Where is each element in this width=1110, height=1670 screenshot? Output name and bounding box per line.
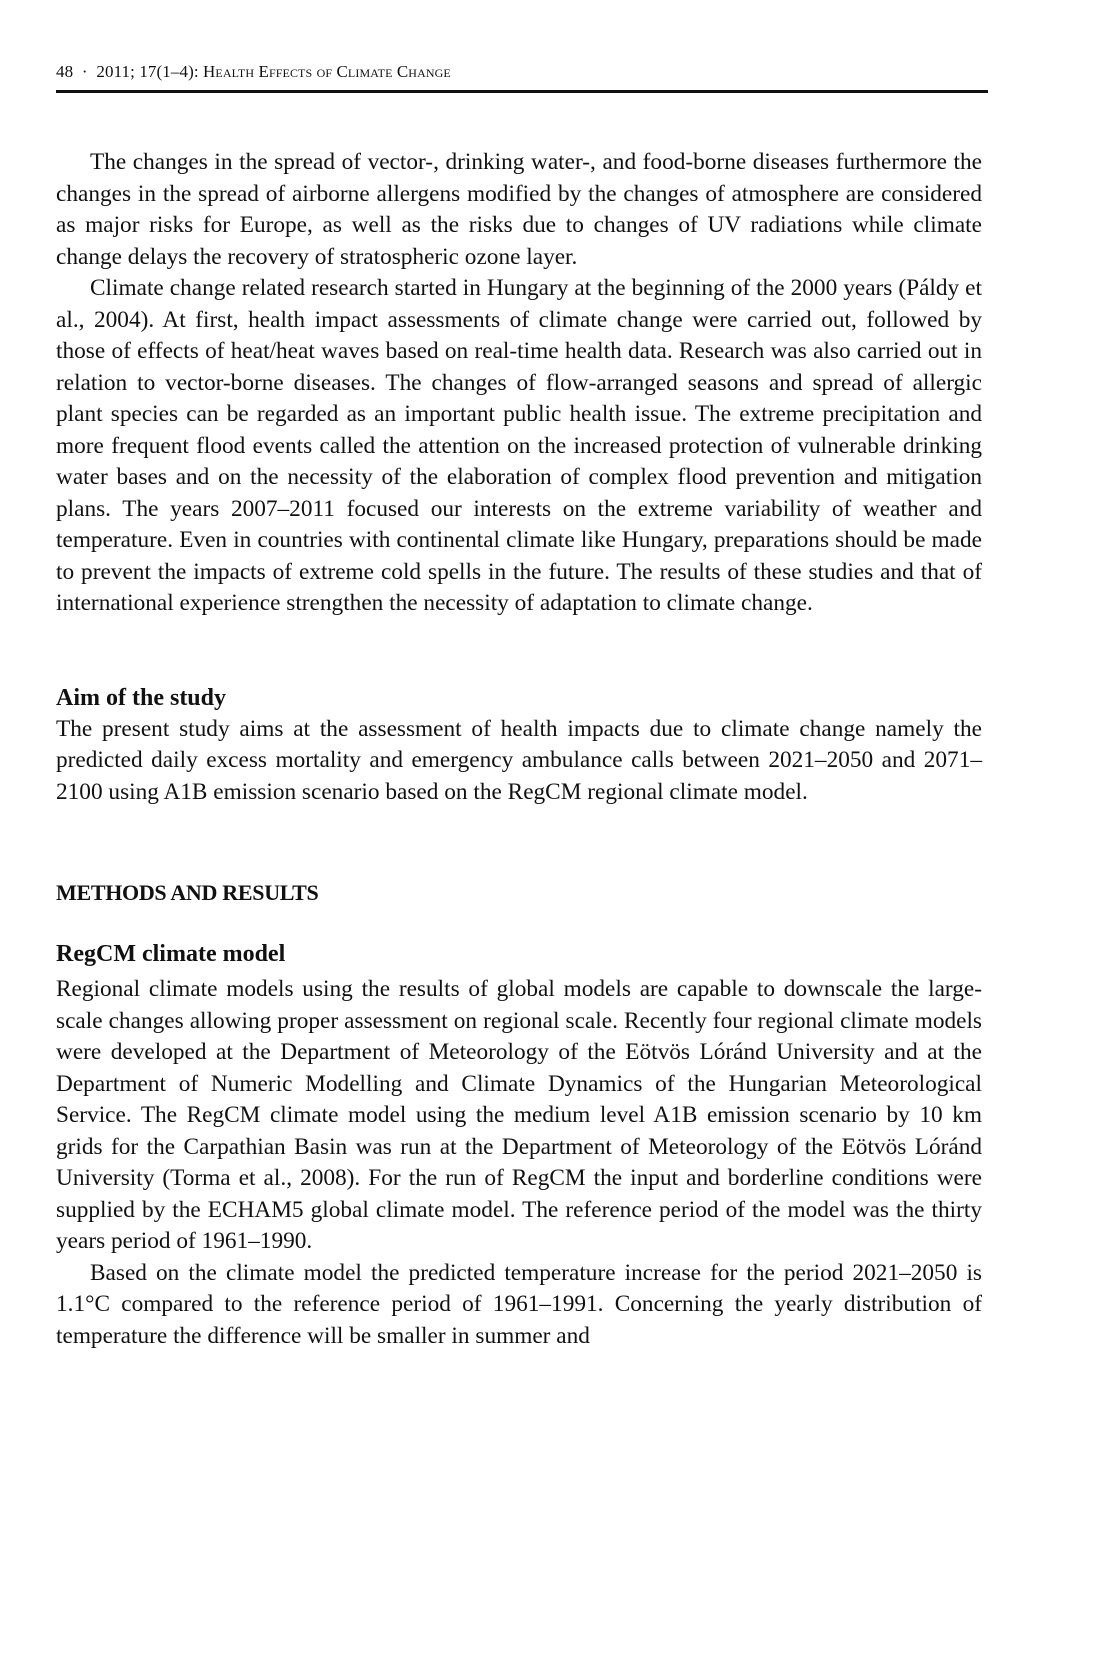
header-separator: · [81, 62, 88, 81]
paragraph-temperature-increase: Based on the climate model the predicted temperature increase for the period 2021–2050 is 1.1°C compared to the reference period of 1961–1991. Concerning the yearly distribution of temperature the difference will be smaller in summer and [56, 1259, 982, 1349]
header-rule [56, 90, 988, 93]
journal-section-title: Health Effects of Climate Change [203, 62, 451, 81]
journal-citation: 2011; 17(1–4): [96, 62, 199, 81]
section-heading-methods: METHODS AND RESULTS [56, 880, 319, 905]
page-number: 48 [56, 62, 74, 81]
paragraph-regcm-description: Regional climate models using the results of global models are capable to downscale the large-scale changes allowing proper assessment on regional scale. Recently four regional climate models were developed at the Department of Meteorology of the Eötvös Lóránd University and at the Department of Numeric Modelling and Climate Dynamics of the Hungarian Meteorological Service. The RegCM climate model using the medium level A1B emission scenario by 10 km grids for the Carpathian Basin was run at the Department of Meteorology of the Eötvös Lóránd University (Torma et al., 2008). For the run of RegCM the input and borderline conditions were supplied by the ECHAM5 global climate model. The reference period of the model was the thirty years period of 1961–1990. [56, 976, 982, 1254]
header-text [56, 58, 988, 86]
section-heading-regcm: RegCM climate model [56, 941, 286, 967]
running-header [56, 58, 988, 86]
section-heading-aim: Aim of the study [56, 684, 227, 711]
article-body [56, 147, 982, 1352]
paragraph-risks: The changes in the spread of vector-, drinking water-, and food-borne diseases furthermore the changes in the spread of airborne allergens modified by the changes of atmosphere are considered as major risks for Europe, as well as the risks due to changes of UV radiations while climate change delays the recovery of stratospheric ozone layer. [56, 149, 982, 270]
paragraph-aim: The present study aims at the assessment of health impacts due to climate change namely the predicted daily excess mortality and emergency ambulance calls between 2021–2050 and 2071–2100 using A1B emission scenario based on the RegCM regional climate model. [56, 715, 982, 805]
paragraph-research-history: Climate change related research started in Hungary at the beginning of the 2000 years (Páldy et al., 2004). At first, health impact assessments of climate change were carried out, followed by those of effects of heat/heat waves based on real-time health data. Research was also carried out in relation to vector-borne diseases. The changes of flow-arranged seasons and spread of allergic plant species can be regarded as an important public health issue. The extreme precipitation and more frequent flood events called the attention on the increased protection of vulnerable drinking water bases and on the necessity of the elaboration of complex flood prevention and mitigation plans. The years 2007–2011 focused our interests on the extreme variability of weather and temperature. Even in countries with continental climate like Hungary, preparations should be made to prevent the impacts of extreme cold spells in the future. The results of these studies and that of international experience strengthen the necessity of adaptation to climate change. [56, 275, 982, 616]
